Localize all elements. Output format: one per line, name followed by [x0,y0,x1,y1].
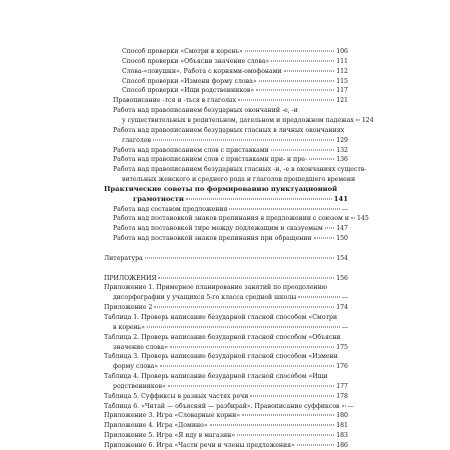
dot-leader [158,277,334,278]
toc-entry-page: 154 [336,254,348,262]
dot-leader [342,405,346,406]
dot-leader [154,307,334,308]
toc-entry-page: 156 [336,274,348,282]
toc-entry-page: 132 [336,146,348,154]
toc-entry [113,166,367,174]
dot-leader [271,149,334,150]
toc-entry-title: Таблица 6. «Читай — объясняй — разбирай». Правописание суффиксов [104,402,340,410]
toc-entry-page: — [347,402,354,410]
toc-entry-title: Таблица 1. Проверь написание безударной гласной способом «Смотри [104,313,338,321]
dot-leader [256,90,334,91]
toc-entry-page: 175 [336,343,348,351]
toc-entry-title: Работа над правописанием безударных окончаний -е, -и [113,107,298,115]
toc-entry-title: в корень» [113,323,145,331]
toc-entry-page: 117 [336,87,348,95]
toc-entry-title: Работа над правописанием безударных гласных -и, -е в окончаниях существ- [113,166,367,174]
toc-entry [113,363,348,370]
toc-entry [104,442,348,449]
toc-entry-title: Таблица 2. Проверь написание безударной гласной способом «Объясни [104,333,341,341]
toc-entry-page: 180 [336,412,348,420]
toc-entry-title: родственников» [113,382,166,390]
toc-entry-title: значение слова» [113,343,168,351]
toc-entry [113,324,348,331]
dot-leader [229,208,339,209]
dot-leader [210,425,335,426]
toc-entry-title: Приложение 2 [104,304,153,312]
toc-entry [113,225,348,232]
dot-leader [153,139,334,140]
toc-entry-title: Способ проверки «Измени форму слова» [122,77,257,85]
toc-entry [104,393,348,400]
dot-leader [250,395,334,396]
toc-entry [122,68,348,75]
toc-entry-title: Работа над постановкой знаков препинания при обращении [113,235,312,243]
toc-entry [104,412,348,419]
toc-entry-page: 136 [336,156,348,164]
toc-entry-title: Работа над правописанием слов с приставками при- и пре- [113,156,307,164]
toc-entry [104,373,348,380]
toc-entry-title: Таблица 4. Проверь написание безударной гласной способом «Ищи [104,373,328,381]
dot-leader [351,218,355,219]
toc-entry-title: Приложение 5. Игра «Я иду в магазин» [104,432,236,440]
toc-entry-page: 141 [333,194,348,203]
toc-entry [104,432,348,439]
toc-entry [104,186,348,193]
dot-leader [147,326,340,327]
toc-entry [113,235,348,242]
toc-entry [113,215,369,223]
dot-leader [259,80,335,81]
toc-entry-title: Приложение 3. Игра «Словарные корни» [104,412,241,420]
toc-entry-title: Приложение 4. Игра «Домино» [104,422,208,430]
toc-entry-title: Практические советы по формированию пунктуационной [104,184,338,193]
toc-entry-title: Способ проверки «Ищи родственников» [122,87,255,95]
toc-entry-title: Приложение 6. Игра «Части речи и члены предложения» [104,442,295,449]
dot-leader [160,366,334,367]
dot-leader [242,415,334,416]
toc-entry-page: 124 [361,116,374,124]
toc-entry-title: Способ проверки «Смотри в корень» [122,48,243,55]
toc-entry [113,127,348,134]
toc-entry-page: 145 [356,215,369,223]
toc-entry-title: Работа над правописанием безударных гласных в личных окончаниях [113,126,345,134]
toc-entry-page: 176 [336,363,348,371]
toc-entry-title: Литература [104,254,143,262]
toc-entry-title: Способ проверки «Объясни значение слова» [122,57,270,65]
toc-entry-title: грамотности [133,194,184,203]
toc-entry [113,206,348,213]
toc-entry-page: — [341,323,348,331]
toc-entry-page: 186 [336,442,348,449]
toc-entry [104,334,348,341]
dot-leader [271,60,334,61]
dot-leader [170,346,334,347]
toc-entry-page: 121 [336,97,348,105]
toc-entry-title: дисорфографии у учащихся 5-го класса средней школы [113,294,297,302]
toc-entry-title: форму слова» [113,363,159,371]
toc-entry [113,147,348,154]
toc-entry-page: 112 [336,67,348,75]
toc-entry-title: Работа над правописанием слов с приставками [113,146,269,154]
toc-entry-title: Слова-«ловушки». Работа с корнями-омофонами [122,67,282,75]
dot-leader [297,445,334,446]
toc-entry-title: Правописание -тся и -ться в глаголах [113,97,237,105]
toc-entry-title: Таблица 5. Суффиксы в разных частях речи [104,392,249,400]
toc-entry-page: — [341,205,348,213]
toc-entry [122,87,348,94]
toc-entry-page: 150 [336,235,348,243]
toc-entry [122,137,348,144]
toc-entry [122,48,348,55]
toc-entry-title: Работа над составом предложения [113,205,228,213]
toc-entry [113,344,348,351]
toc-entry [113,97,348,104]
toc-entry [113,294,348,301]
toc-entry [104,304,348,311]
toc-entry-page: 181 [336,422,348,430]
toc-entry [104,284,348,291]
toc-entry [122,58,348,65]
dot-leader [356,119,360,120]
toc-entry-title: Работа над постановкой знаков препинания в предложении с союзом и [113,215,349,223]
toc-entry [104,275,348,282]
dot-leader [245,51,334,52]
toc-entry [113,383,348,390]
dot-leader [284,70,335,71]
toc-entry [113,156,348,163]
dot-leader [238,100,334,101]
toc-entry-page: 111 [336,57,348,65]
toc-entry-title: Таблица 3. Проверь написание безударной гласной способом «Измени [104,353,338,361]
toc-entry-page: 177 [336,382,348,390]
toc-entry [122,78,348,85]
toc-entry-title: Приложение 1. Примерное планирование занятий по преодолению [104,284,328,292]
toc-entry [122,176,356,184]
toc-entry-page: — [341,294,348,302]
toc-entry-title: вительных женского и среднего рода и глаголов прошедшего времени [122,176,356,184]
dot-leader [145,257,334,258]
dot-leader [186,198,332,199]
toc-entry [104,402,354,410]
toc-entry [104,255,348,262]
toc-entry [104,353,348,360]
toc-entry [122,116,374,124]
dot-leader [314,238,335,239]
toc-entry-page: 178 [336,392,348,400]
toc-entry [104,314,348,321]
dot-leader [325,228,334,229]
toc-entry-page: 147 [336,225,348,233]
toc-entry-title: Работа над постановкой тире между подлежащим и сказуемым [113,225,323,233]
toc-entry [104,422,348,429]
toc-entry-page: 106 [336,48,348,55]
toc-entry-page: 174 [336,304,348,312]
toc-entry-page: 115 [336,77,348,85]
toc-entry-title: глаголов [122,136,151,144]
toc-entry-title: ПРИЛОЖЕНИЯ [104,274,157,282]
dot-leader [309,159,334,160]
toc-entry [133,196,348,203]
toc-entry-page: 183 [336,432,348,440]
dot-leader [237,435,334,436]
toc-entry-title: у существительных в родительном, дательном и предложном падежах [122,116,354,124]
dot-leader [168,385,334,386]
dot-leader [298,297,339,298]
toc-entry-page: 129 [336,136,348,144]
toc-entry [113,107,348,114]
